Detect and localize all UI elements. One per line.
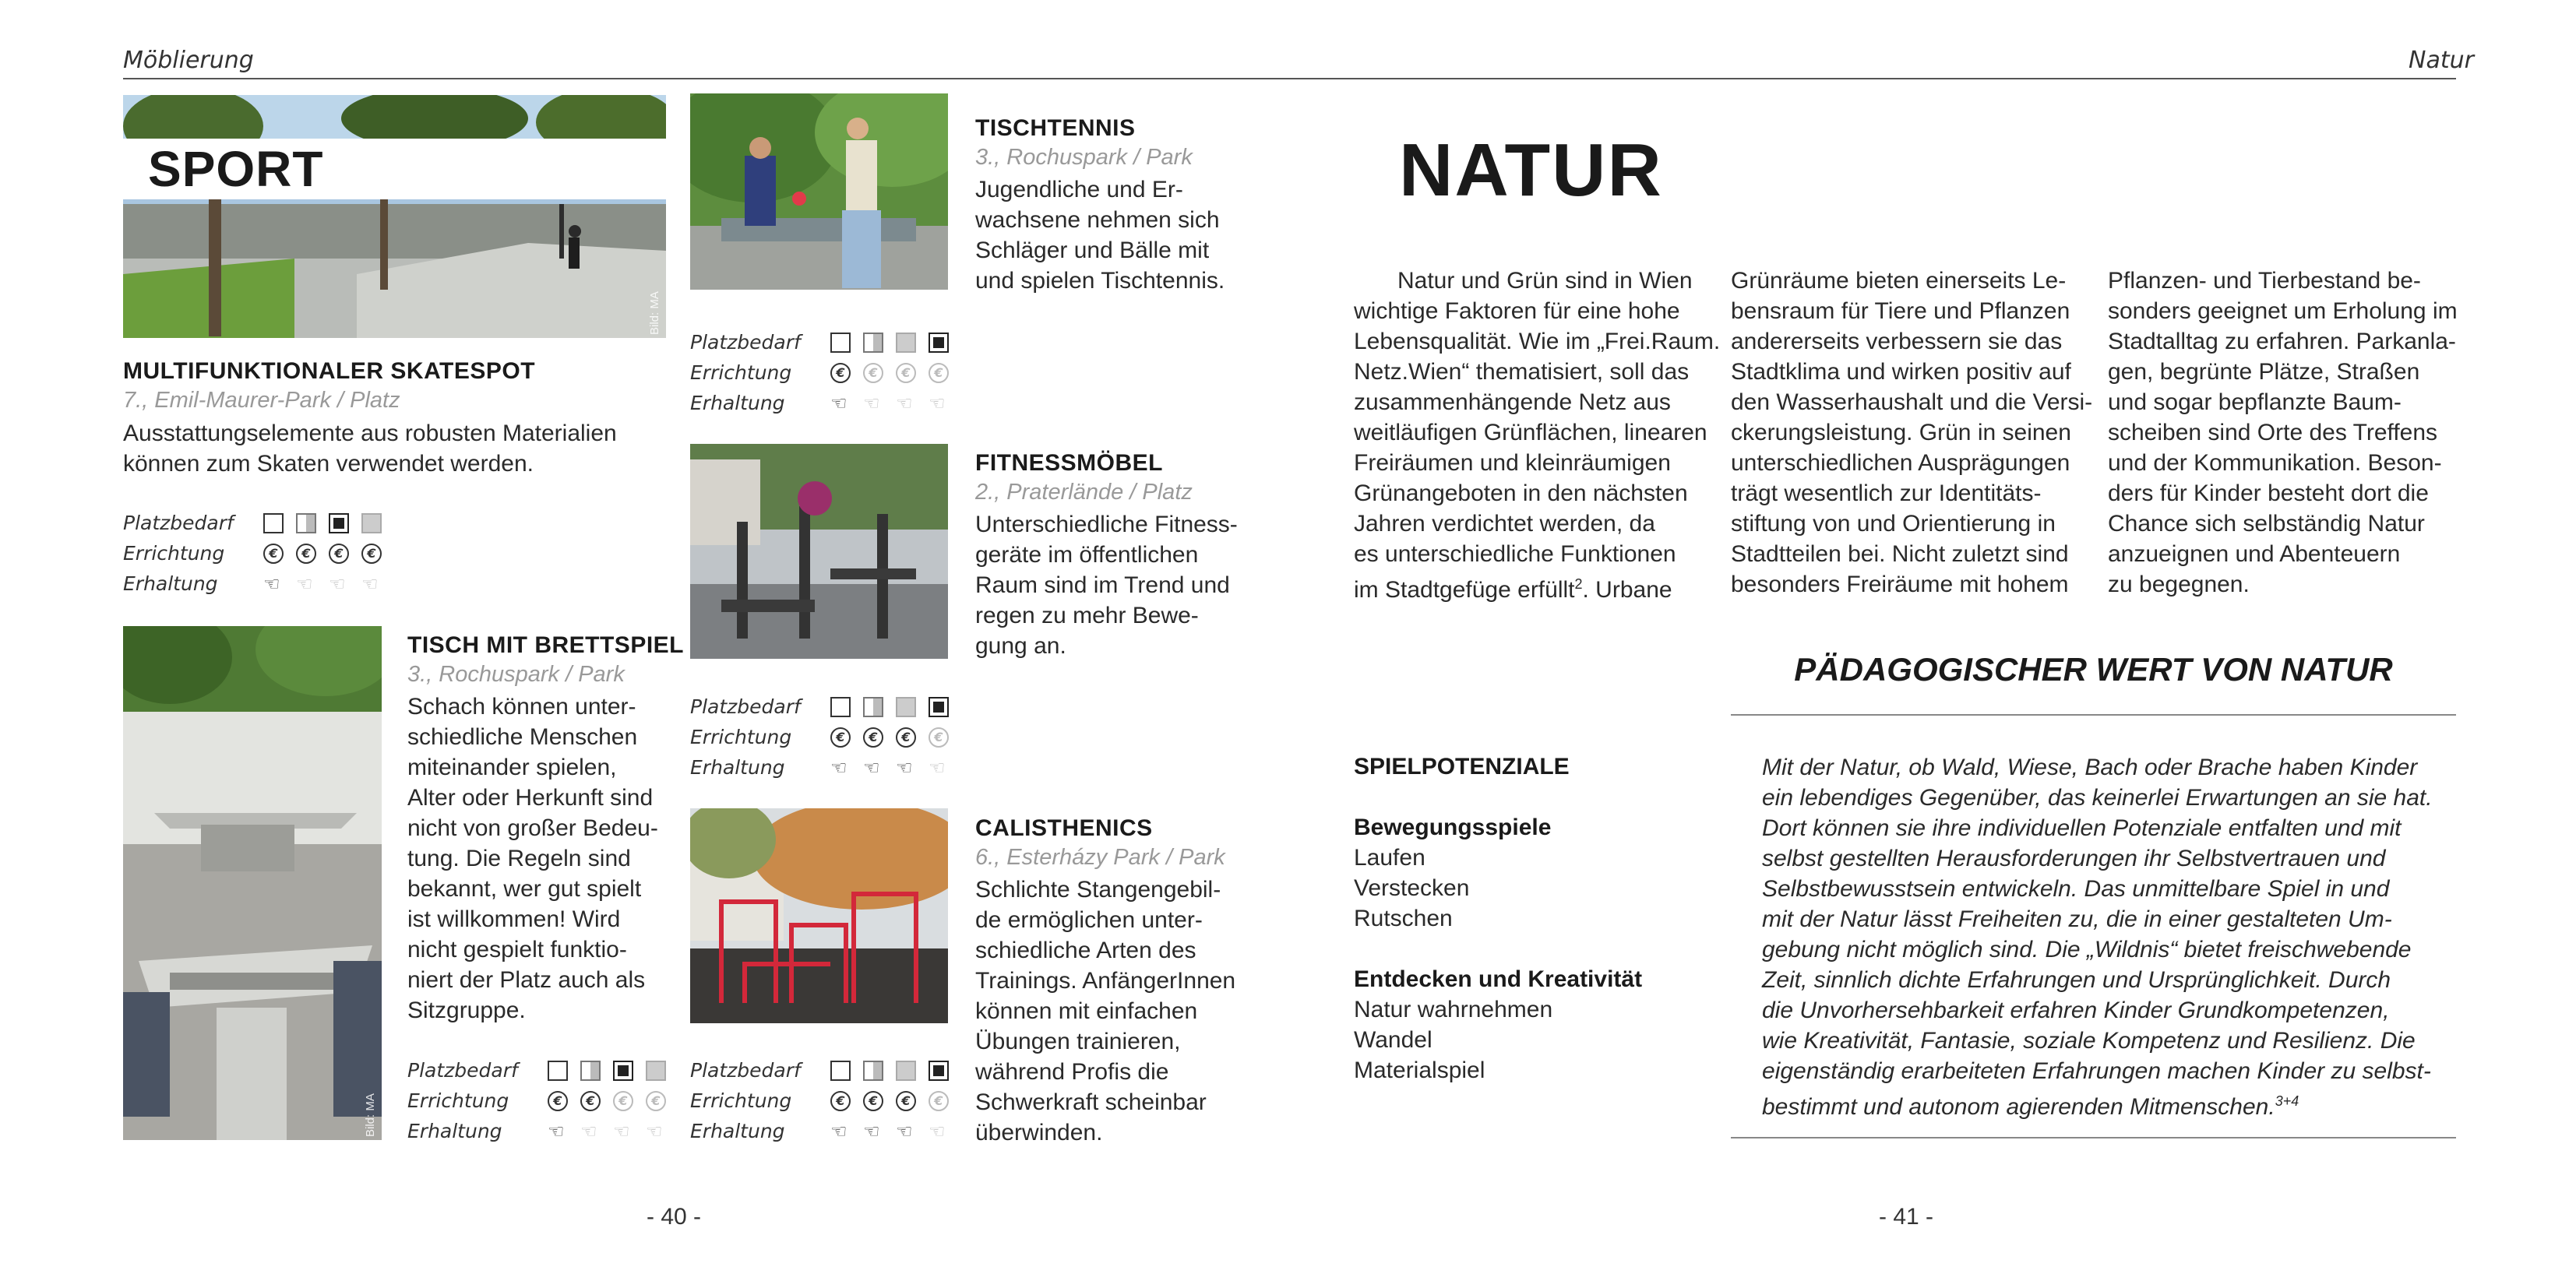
space-grey-icon <box>361 513 382 533</box>
calisthenics-photo <box>690 808 948 1023</box>
calisthenics-title: CALISTHENICS <box>975 815 1153 841</box>
header-rule <box>123 78 2456 79</box>
intro-column-3: Pflanzen- und Tierbestand be- sonders geeignet um Erholung im Stadtalltag zu erfahren. Parkanla- gen, begrünte Plätze, Straßen und sogar bepflanzte Baum- scheiben sind Orte des Treffens und der Kommunikation. Beson- ders für Kinder besteht dort die Chance sich selbständig Natur anzueignen und Abenteuern zu begegnen. <box>2108 268 2458 597</box>
pedagogic-rule-top <box>1731 714 2456 716</box>
space-selected-icon <box>329 513 349 533</box>
page-number-right: - 41 - <box>1879 1204 1934 1230</box>
euro-icon: € <box>296 544 316 564</box>
skatespot-title: MULTIFUNKTIONALER SKATESPOT <box>123 358 536 384</box>
fitness-title: FITNESSMÖBEL <box>975 450 1164 476</box>
euro-icon: € <box>361 544 382 564</box>
pedagogic-rule-bottom <box>1731 1137 2456 1138</box>
space-half-icon <box>296 513 316 533</box>
chess-location: 3., Rochuspark / Park <box>407 662 625 687</box>
table-tennis-photo <box>690 93 948 290</box>
skatespot-photo <box>123 95 666 338</box>
spiel-list: Bewegungsspiele Laufen Verstecken Rutschen Entdecken und Kreativität Natur wahrnehmen Wandel Materialspiel <box>1354 815 1643 1083</box>
euro-icon: € <box>329 544 349 564</box>
hand-icon: ☜ <box>296 572 313 595</box>
chess-text: Schach können unter- schiedliche Menschen miteinander spielen, Alter oder Herkunft sind nicht von großer Bedeu- tung. Die Regeln sind bekannt, wer gut spielt ist willkommen! Wird nicht gespielt funktio- niert der Platz auch als Sitzgruppe. <box>407 694 658 1023</box>
calisthenics-text: Schlichte Stangengebil- de ermöglichen unter- schiedliche Arten des Trainings. AnfängerInnen können mit einfachen Übungen trainieren, während Profis die Schwerkraft scheinbar überwinden. <box>975 877 1236 1145</box>
tt-location: 3., Rochuspark / Park <box>975 145 1193 170</box>
euro-icon: € <box>263 544 284 564</box>
tt-title: TISCHTENNIS <box>975 115 1136 141</box>
sport-title: SPORT <box>123 139 666 199</box>
pedagogic-text: Mit der Natur, ob Wald, Wiese, Bach oder Brache haben Kinder ein lebendiges Gegenüber, das keinerlei Erwartungen an sie hat. Dort können sie ihre individuellen Potenziale entfalten und mit selbst gestellten Herausforderungen ihr Selbstvertrauen und Selbstbewusstsein entwickeln. Das unmittelbare Spiel in und mit der Natur lässt Freiheiten zu, die in einer gestalteten Um- gebung nicht möglich sind. Die „Wildnis“ bietet freischwebende Zeit, sinnlich dichte Erfahrungen und Ursprünglichkeit. Durch die Unvorhersehbarkeit erfahren Kinder Grundkompetenzen, wie Kreativität, Fantasie, soziale Kompetenz und Resilienz. Die eigenständig erarbeiteten Erfahrungen machen Kinder zu selbst- bestimmt und autonom agierenden Mitmenschen.$^{3+4}$ <box>1762 755 2433 1120</box>
space-empty-icon <box>263 513 284 533</box>
running-header-right: Natur <box>2409 47 2474 74</box>
fitness-rating: Platzbedarf Errichtung € € € € Erhaltung ☜ ☜ ☜ ☜ <box>690 692 961 783</box>
photo-credit: Bild: MA <box>364 1093 377 1137</box>
chess-title: TISCH MIT BRETTSPIEL <box>407 632 684 658</box>
running-header-left: Möblierung <box>123 47 254 74</box>
skatespot-location: 7., Emil-Maurer-Park / Platz <box>123 388 400 413</box>
page-number-left: - 40 - <box>647 1204 702 1230</box>
calisthenics-rating: Platzbedarf Errichtung € € € € Erhaltung ☜ ☜ ☜ ☜ <box>690 1055 961 1146</box>
spielpotenziale-heading: SPIELPOTENZIALE <box>1354 754 1570 779</box>
chess-table-photo <box>123 626 382 1140</box>
fitness-location: 2., Praterlände / Platz <box>975 480 1193 505</box>
chess-rating: Platzbedarf Errichtung € € € € Erhaltung ☜ ☜ ☜ ☜ <box>407 1055 678 1146</box>
calisthenics-location: 6., Esterházy Park / Park <box>975 845 1225 870</box>
pedagogic-heading: PÄDAGOGISCHER WERT VON NATUR <box>1794 651 2393 688</box>
fitness-photo <box>690 444 948 659</box>
hand-icon: ☜ <box>361 572 379 595</box>
tt-rating: Platzbedarf Errichtung € € € € Erhaltung ☜ ☜ ☜ ☜ <box>690 327 961 418</box>
hand-icon: ☜ <box>329 572 346 595</box>
photo-credit: Bild: MA <box>648 291 661 335</box>
skatespot-text: Ausstattungselemente aus robusten Materialien können zum Skaten verwendet werden. <box>123 421 617 477</box>
hand-icon: ☜ <box>263 572 280 595</box>
intro-column-1: Natur und Grün sind in Wien wichtige Faktoren für eine hohe Lebensqualität. Wie im „Frei.Raum. Netz.Wien“ thematisiert, soll das zusammenhängende Netz aus weitläufigen Grünflächen, linearen Freiräumen und kleinräumigen Grünangeboten in den nächsten Jahren verdichtet werden, da es unterschiedliche Funktionen im Stadtgefüge erfüllt$^2$. Urbane <box>1354 268 1721 603</box>
intro-column-2: Grünräume bieten einerseits Le- bensraum für Tiere und Pflanzen andererseits verbessern sie das Stadtklima und wirken positiv auf den Wasserhaushalt und die Versi- ckerungsleistung. Grün in seinen unterschiedlichen Ausprägungen trägt wesentlich zur Identitäts- stiftung von und Orientierung in Stadtteilen bei. Nicht zuletzt sind besonders Freiräume mit hohem <box>1731 268 2093 597</box>
natur-title: NATUR <box>1399 128 1663 212</box>
skatespot-rating: Platzbedarf Errichtung € € € € Erhaltung ☜ ☜ ☜ ☜ <box>123 508 394 599</box>
tt-text: Jugendliche und Er- wachsene nehmen sich Schläger und Bälle mit und spielen Tischtennis. <box>975 177 1225 294</box>
fitness-text: Unterschiedliche Fitness- geräte im öffentlichen Raum sind im Trend und regen zu mehr Bewe- gung an. <box>975 512 1238 659</box>
